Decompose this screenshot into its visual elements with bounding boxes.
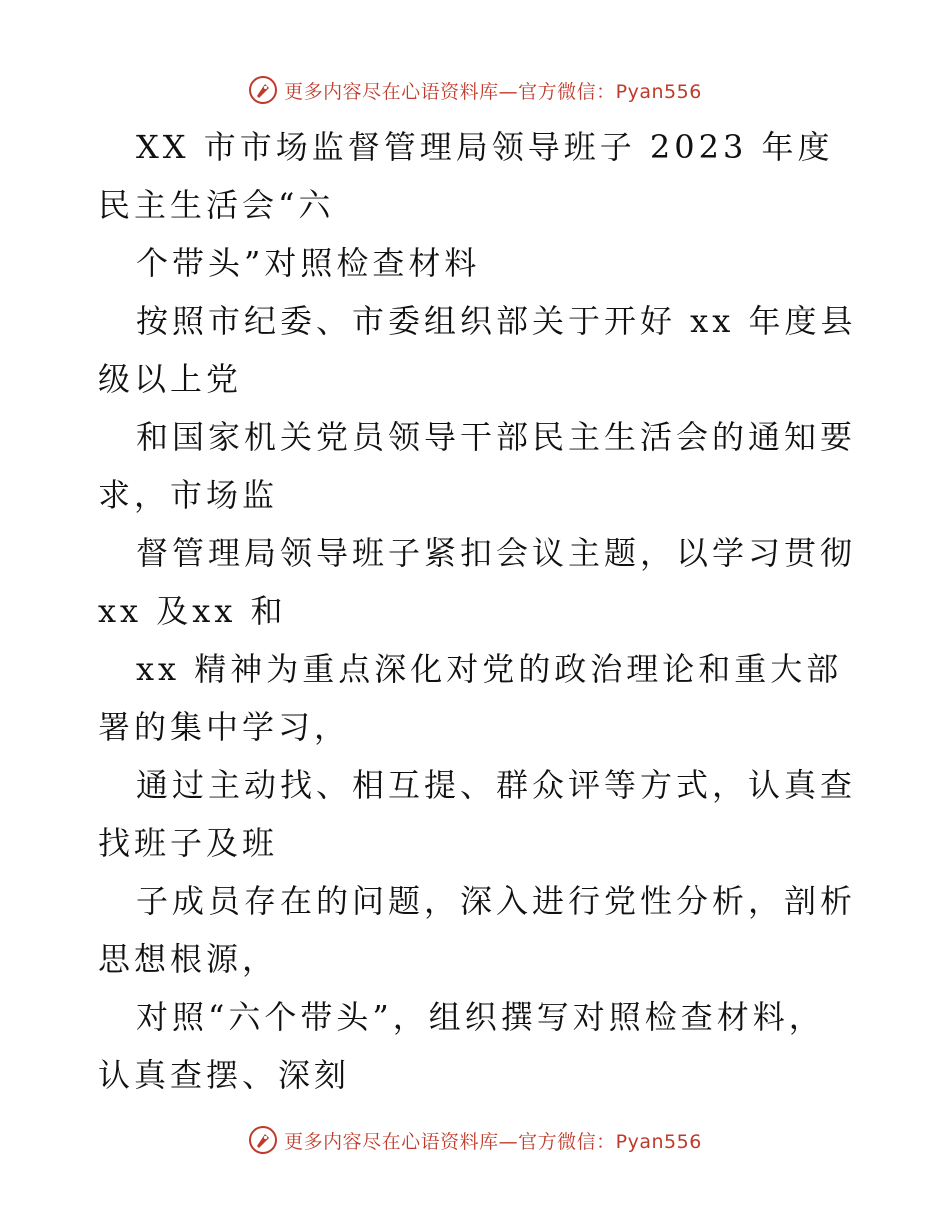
paragraph: 个带头”对照检查材料: [136, 244, 481, 282]
footer-watermark-banner: [0, 1120, 950, 1160]
paragraph: 督管理局领导班子紧扣会议主题，以学习贯彻 xx 及xx 和: [98, 534, 857, 630]
paragraph: XX 市市场监督管理局领导班子 2023 年度民主生活会“六: [98, 128, 834, 224]
banner-text: 更多内容尽在心语资料库—官方微信：Pyan556: [284, 1130, 702, 1153]
paragraph: 对照“六个带头”，组织撰写对照检查材料，认真查摆、深刻: [98, 998, 825, 1094]
pen-nib-logo-icon: [248, 1125, 278, 1155]
paragraph: 和国家机关党员领导干部民主生活会的通知要求，市场监: [98, 418, 857, 514]
paragraph: 通过主动找、相互提、群众评等方式，认真查找班子及班: [98, 766, 857, 862]
document-body: [98, 118, 858, 1104]
banner-text: 更多内容尽在心语资料库—官方微信：Pyan556: [284, 80, 702, 103]
paragraph: 按照市纪委、市委组织部关于开好 xx 年度县级以上党: [98, 302, 857, 398]
paragraph: xx 精神为重点深化对党的政治理论和重大部署的集中学习，: [98, 650, 843, 746]
pen-nib-logo-icon: [248, 75, 278, 105]
header-watermark-banner: [0, 70, 950, 110]
paragraph: 子成员存在的问题，深入进行党性分析，剖析思想根源，: [98, 882, 857, 978]
